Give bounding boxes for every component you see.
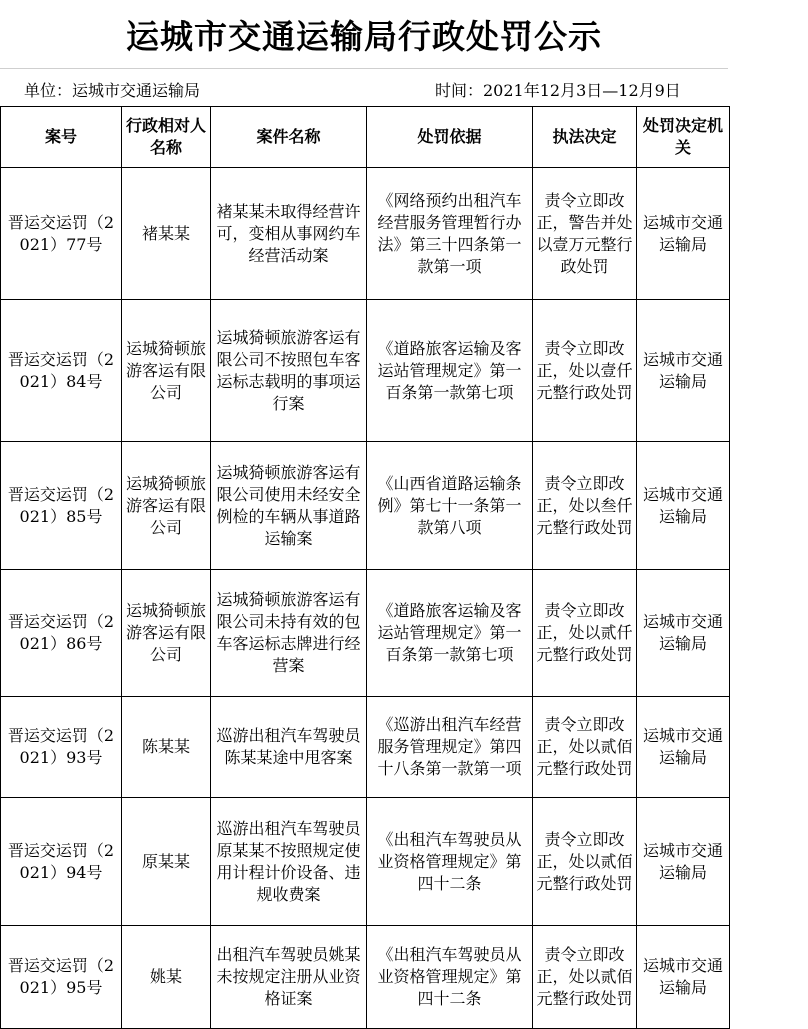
cell-basis: 《道路旅客运输及客运站管理规定》第一百条第一款第七项 <box>367 300 533 442</box>
table-row <box>1 697 730 798</box>
cell-party: 姚某 <box>122 926 211 1029</box>
cell-case-no: 晋运交运罚（2021）77号 <box>1 168 122 300</box>
header-basis: 处罚依据 <box>367 107 533 168</box>
cell-decision: 责令立即改正，处以贰仟元整行政处罚 <box>533 570 637 697</box>
cell-authority: 运城市交通运输局 <box>637 926 730 1029</box>
page-title: 运城市交通运输局行政处罚公示 <box>0 0 728 69</box>
cell-party: 褚某某 <box>122 168 211 300</box>
table-header-row <box>1 107 730 168</box>
cell-party: 陈某某 <box>122 697 211 798</box>
cell-decision: 责令立即改正，处以贰佰元整行政处罚 <box>533 697 637 798</box>
cell-case-no: 晋运交运罚（2021）94号 <box>1 798 122 926</box>
time-label: 时间：2021年12月3日—12月9日 <box>435 81 681 100</box>
table-row <box>1 442 730 570</box>
cell-case-name: 褚某某未取得经营许可，变相从事网约车经营活动案 <box>211 168 367 300</box>
cell-case-no: 晋运交运罚（2021）86号 <box>1 570 122 697</box>
cell-decision: 责令立即改正，警告并处以壹万元整行政处罚 <box>533 168 637 300</box>
cell-decision: 责令立即改正，处以叁仟元整行政处罚 <box>533 442 637 570</box>
cell-case-no: 晋运交运罚（2021）93号 <box>1 697 122 798</box>
cell-case-name: 出租汽车驾驶员姚某未按规定注册从业资格证案 <box>211 926 367 1029</box>
cell-basis: 《网络预约出租汽车经营服务管理暂行办法》第三十四条第一款第一项 <box>367 168 533 300</box>
cell-case-name: 巡游出租汽车驾驶员陈某某途中甩客案 <box>211 697 367 798</box>
cell-case-name: 运城猗顿旅游客运有限公司使用未经安全例检的车辆从事道路运输案 <box>211 442 367 570</box>
cell-basis: 《出租汽车驾驶员从业资格管理规定》第四十二条 <box>367 926 533 1029</box>
table-row <box>1 300 730 442</box>
cell-authority: 运城市交通运输局 <box>637 442 730 570</box>
cell-party: 运城猗顿旅游客运有限公司 <box>122 570 211 697</box>
table-row <box>1 798 730 926</box>
cell-basis: 《巡游出租汽车经营服务管理规定》第四十八条第一款第一项 <box>367 697 533 798</box>
cell-decision: 责令立即改正，处以贰佰元整行政处罚 <box>533 926 637 1029</box>
cell-authority: 运城市交通运输局 <box>637 697 730 798</box>
cell-party: 运城猗顿旅游客运有限公司 <box>122 442 211 570</box>
cell-authority: 运城市交通运输局 <box>637 570 730 697</box>
cell-decision: 责令立即改正，处以贰佰元整行政处罚 <box>533 798 637 926</box>
penalty-table <box>0 106 730 1029</box>
cell-basis: 《道路旅客运输及客运站管理规定》第一百条第一款第七项 <box>367 570 533 697</box>
cell-party: 运城猗顿旅游客运有限公司 <box>122 300 211 442</box>
table-row <box>1 168 730 300</box>
cell-authority: 运城市交通运输局 <box>637 798 730 926</box>
header-case-name: 案件名称 <box>211 107 367 168</box>
cell-basis: 《山西省道路运输条例》第七十一条第一款第八项 <box>367 442 533 570</box>
cell-case-no: 晋运交运罚（2021）84号 <box>1 300 122 442</box>
cell-case-no: 晋运交运罚（2021）95号 <box>1 926 122 1029</box>
table-row <box>1 570 730 697</box>
unit-label: 单位：运城市交通运输局 <box>24 81 201 100</box>
cell-basis: 《出租汽车驾驶员从业资格管理规定》第四十二条 <box>367 798 533 926</box>
cell-case-name: 运城猗顿旅游客运有限公司不按照包车客运标志载明的事项运行案 <box>211 300 367 442</box>
cell-authority: 运城市交通运输局 <box>637 300 730 442</box>
cell-authority: 运城市交通运输局 <box>637 168 730 300</box>
table-row <box>1 926 730 1029</box>
cell-decision: 责令立即改正，处以壹仟元整行政处罚 <box>533 300 637 442</box>
header-decision: 执法决定 <box>533 107 637 168</box>
cell-case-no: 晋运交运罚（2021）85号 <box>1 442 122 570</box>
cell-party: 原某某 <box>122 798 211 926</box>
header-authority: 处罚决定机关 <box>637 107 730 168</box>
header-party: 行政相对人名称 <box>122 107 211 168</box>
header-case-no: 案号 <box>1 107 122 168</box>
meta-bar <box>0 68 728 106</box>
cell-case-name: 运城猗顿旅游客运有限公司未持有效的包车客运标志牌进行经营案 <box>211 570 367 697</box>
cell-case-name: 巡游出租汽车驾驶员原某某不按照规定使用计程计价设备、违规收费案 <box>211 798 367 926</box>
